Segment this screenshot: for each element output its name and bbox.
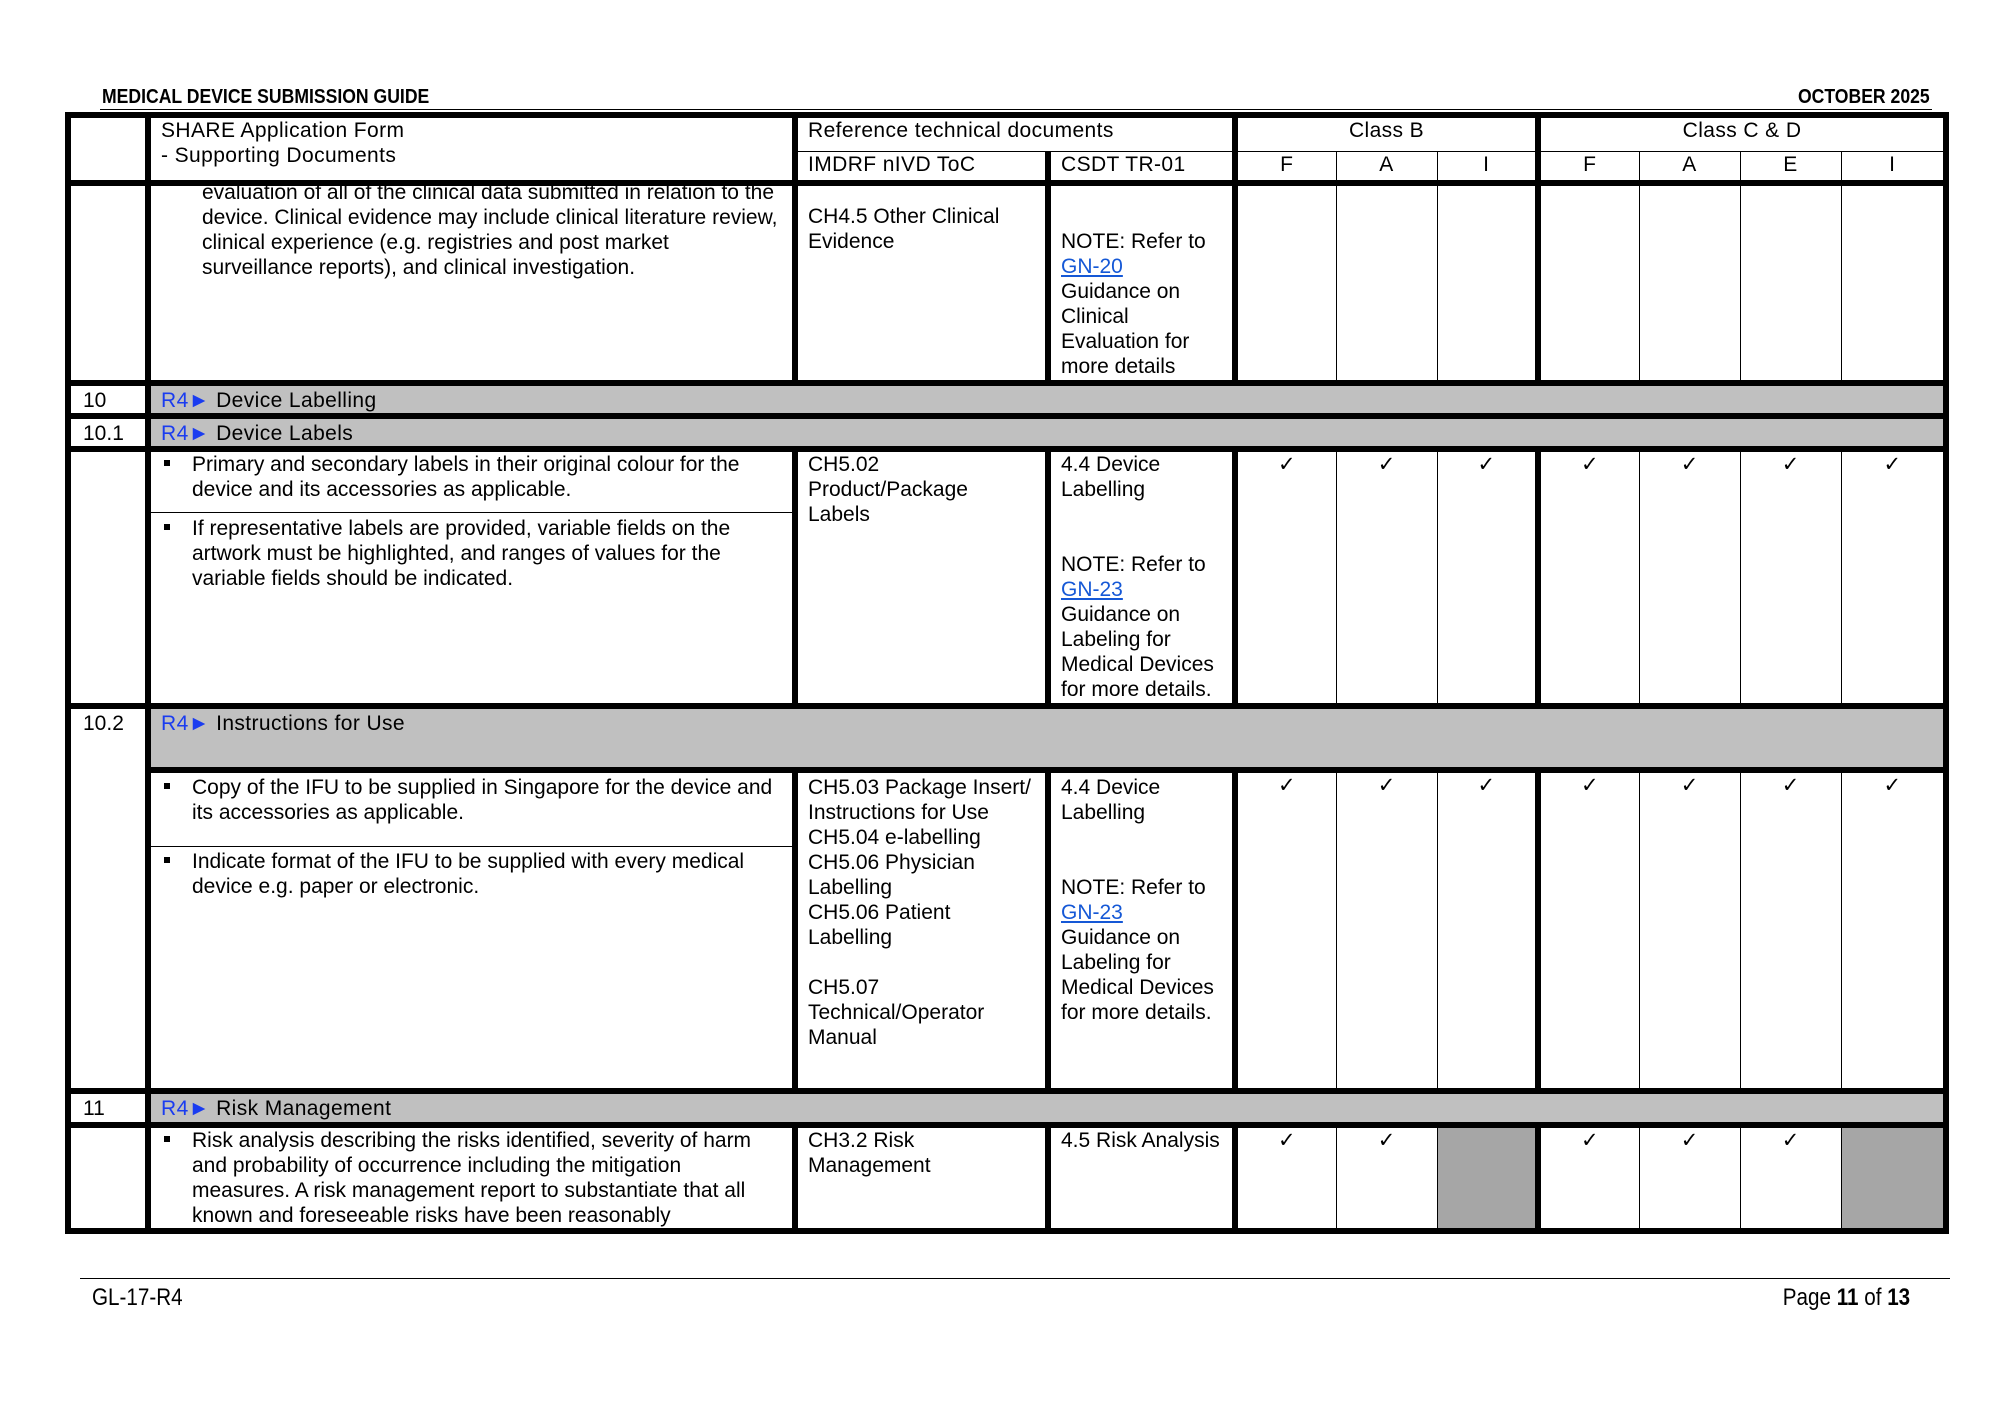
section-number: 10.1 [68,416,148,449]
check-mark: ✓ [1336,770,1437,1091]
section-title: Device Labelling [216,388,377,412]
table-row [68,770,1946,846]
page-total: 13 [1887,1284,1910,1311]
ref-docs-header: Reference technical documents [795,115,1235,151]
ifu-note: NOTE: Refer to GN-23 Guidance on Labeling for Medical Devices for more details. [1061,876,1214,1025]
revision-tag: R4► [161,422,210,446]
clinical-evidence-text: evaluation of all of the clinical data submitted in relation to the device. Clinical evidence may include clinical literature review, clinical experience (e.g. registries and post market surveillance reports), and clinical investigation. [202,181,778,280]
section-title: Device Labels [216,422,354,446]
section-row-10-2 [68,706,1946,770]
document-id: GL-17-R4 [92,1284,183,1311]
imdrf-header: IMDRF nIVD ToC [795,151,1048,183]
labels-csdt-ref: 4.4 Device Labelling [1061,453,1161,502]
document-date: OCTOBER 2025 [1798,86,1930,108]
list-item: Indicate format of the IFU to be supplied with every medical device e.g. paper or electronic. [148,847,795,1092]
ifu-imdrf-refs: CH5.03 Package Insert/ Instructions for Use CH5.04 e-labelling CH5.06 Physician Labelling CH5.06 Patient Labelling CH5.07 Technical/Operator Manual [795,770,1048,1091]
gn-23-link[interactable]: GN-23 [1061,901,1123,925]
not-applicable-cell [1841,1125,1946,1231]
check-mark: ✓ [1336,449,1437,706]
check-mark: ✓ [1841,770,1946,1091]
bullet-icon [164,783,170,789]
check-mark: ✓ [1639,770,1740,1091]
table-row [68,449,1946,512]
check-mark: ✓ [1639,449,1740,706]
bullet-icon [164,524,170,530]
section-number: 10 [68,383,148,416]
revision-tag: R4► [161,712,210,736]
table-header-row [68,115,1946,151]
check-mark: ✓ [1538,449,1639,706]
check-mark: ✓ [1538,770,1639,1091]
check-mark: ✓ [1235,770,1336,1091]
check-mark: ✓ [1437,449,1538,706]
num-header-cell [68,115,148,183]
page-indicator: Page 11 of 13 [1782,1284,1910,1311]
not-applicable-cell [1437,1125,1538,1231]
table-row [68,1125,1946,1231]
section-row-10-1 [68,416,1946,449]
form-title-cell [148,115,795,183]
check-mark: ✓ [1740,770,1841,1091]
gn-20-link[interactable]: GN-20 [1061,255,1123,279]
class-cd-f-header: F [1538,151,1639,183]
labels-note: NOTE: Refer to GN-23 Guidance on Labeling for Medical Devices for more details. [1061,553,1214,702]
document-title: MEDICAL DEVICE SUBMISSION GUIDE [102,86,430,108]
form-title: SHARE Application Form [161,119,405,142]
submission-requirements-table [65,112,1949,1234]
table-row [68,183,1946,383]
list-item: If representative labels are provided, variable fields on the artwork must be highlighted, and ranges of values for the variable fields should be indicated. [148,512,795,706]
section-row-10 [68,383,1946,416]
check-mark: ✓ [1538,1125,1639,1231]
risk-csdt-ref: 4.5 Risk Analysis [1048,1125,1235,1231]
class-b-f-header: F [1235,151,1336,183]
list-item: Primary and secondary labels in their original colour for the device and its accessories as applicable. [148,449,795,512]
section-number: 10.2 [68,706,148,1091]
check-mark: ✓ [1336,1125,1437,1231]
class-cd-a-header: A [1639,151,1740,183]
bullet-icon [164,857,170,863]
form-subtitle: - Supporting Documents [161,144,397,167]
revision-tag: R4► [161,1097,210,1121]
section-title: Instructions for Use [216,712,405,736]
clinical-note: NOTE: Refer to GN-20 Guidance on Clinical Evaluation for more details [1061,230,1206,379]
list-item: Copy of the IFU to be supplied in Singapore for the device and its accessories as applicable. [148,770,795,846]
check-mark: ✓ [1235,1125,1336,1231]
class-b-a-header: A [1336,151,1437,183]
check-mark: ✓ [1639,1125,1740,1231]
check-mark: ✓ [1740,1125,1841,1231]
check-mark: ✓ [1740,449,1841,706]
list-item: Risk analysis describing the risks identified, severity of harm and probability of occurrence including the mitigation measures. A risk management report to substantiate that all known and foreseeable risks have been reasonably [148,1125,795,1231]
class-b-i-header: I [1437,151,1538,183]
header-rule [100,109,1932,110]
page-number: 11 [1836,1284,1859,1311]
section-title: Risk Management [216,1097,392,1121]
section-number: 11 [68,1091,148,1124]
csdt-header: CSDT TR-01 [1048,151,1235,183]
section-row-11 [68,1091,1946,1124]
gn-23-link[interactable]: GN-23 [1061,578,1123,602]
clinical-imdrf-ref: CH4.5 Other Clinical Evidence [808,205,1000,254]
class-cd-e-header: E [1740,151,1841,183]
check-mark: ✓ [1841,449,1946,706]
check-mark: ✓ [1437,770,1538,1091]
check-mark: ✓ [1235,449,1336,706]
bullet-icon [164,1136,170,1142]
footer-rule [80,1278,1950,1279]
revision-tag: R4► [161,388,210,412]
class-cd-header: Class C & D [1538,115,1946,151]
class-cd-i-header: I [1841,151,1946,183]
risk-imdrf-ref: CH3.2 Risk Management [795,1125,1048,1231]
ifu-csdt-ref: 4.4 Device Labelling [1061,776,1161,825]
bullet-icon [164,460,170,466]
labels-imdrf-ref: CH5.02 Product/Package Labels [795,449,1048,706]
class-b-header: Class B [1235,115,1538,151]
